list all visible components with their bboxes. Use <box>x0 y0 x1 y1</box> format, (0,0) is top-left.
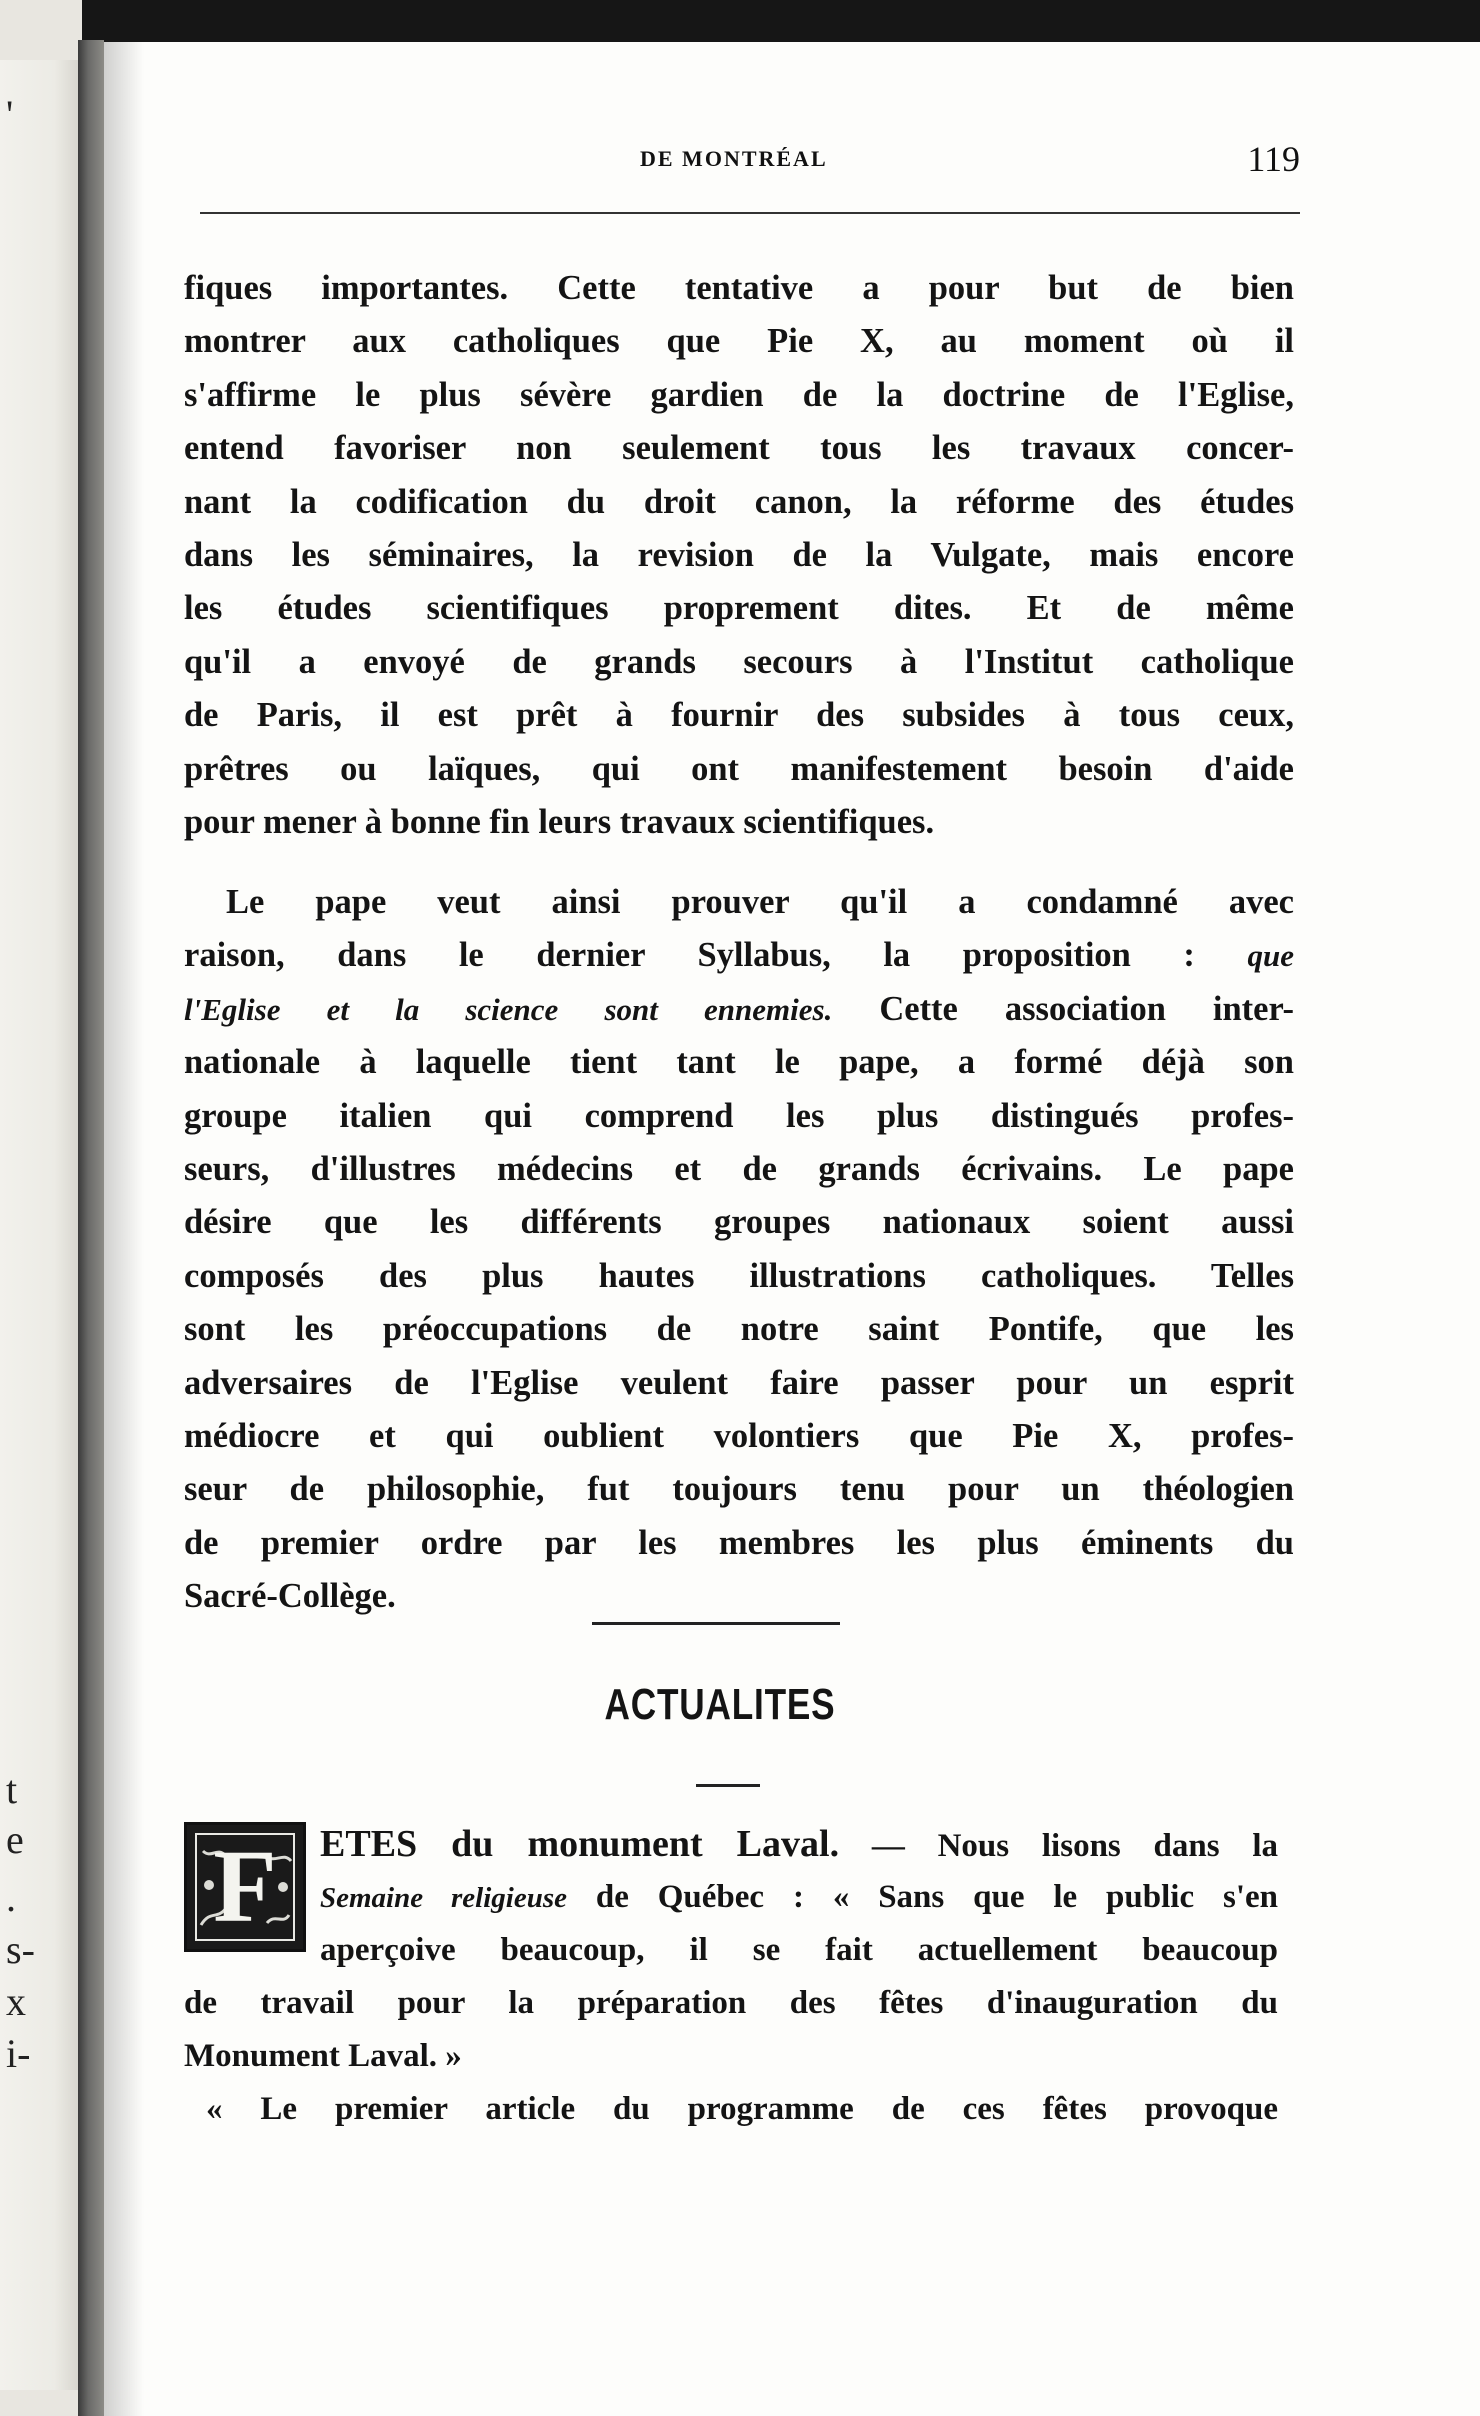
page-number: 119 <box>1247 139 1300 179</box>
section-divider-rule <box>592 1622 840 1625</box>
text-line: seurs, d'illustres médecins et de grands écrivains. Le pape <box>184 1149 1294 1188</box>
text-line: désire que les différents groupes nationaux soient aussi <box>184 1203 1294 1242</box>
margin-char: ' <box>6 92 14 137</box>
header-rule <box>200 212 1300 214</box>
margin-char: e <box>6 1817 24 1862</box>
drop-cap-letter: F <box>213 1829 277 1944</box>
text-line: s'affirme le plus sévère gardien de la doctrine de l'Eglise, <box>184 375 1294 414</box>
text-line: adversaires de l'Eglise veulent faire passer pour un esprit <box>184 1363 1294 1402</box>
italic-segment: que <box>1247 938 1294 974</box>
drop-cap-ornament <box>184 1822 306 1952</box>
text-line: aperçoive beaucoup, il se fait actuellement beaucoup <box>320 1932 1278 1968</box>
margin-char: . <box>6 1875 16 1920</box>
text-line: seur de philosophie, fut toujours tenu pour un théologien <box>184 1470 1294 1509</box>
text-line: groupe italien qui comprend les plus distingués profes- <box>184 1096 1294 1135</box>
text-line: dans les séminaires, la revision de la Vulgate, mais encore <box>184 535 1294 574</box>
text-segment: raison, dans le dernier Syllabus, la proposition : <box>184 936 1248 975</box>
running-header <box>200 138 1300 188</box>
heading-underline-rule <box>696 1784 760 1787</box>
article-title: ETES du monument Laval. <box>320 1823 840 1865</box>
margin-char: t <box>6 1767 18 1812</box>
text-line: de premier ordre par les membres les plus éminents du <box>184 1523 1294 1562</box>
italic-segment: l'Eglise et la science sont ennemies. <box>184 991 833 1027</box>
text-line: de Paris, il est prêt à fournir des subsides à tous ceux, <box>184 696 1294 735</box>
text-line: de travail pour la préparation des fêtes d'inauguration du <box>184 1985 1278 2021</box>
text-line <box>184 929 1294 982</box>
text-line: prêtres ou laïques, qui ont manifestement besoin d'aide <box>184 749 1294 788</box>
text-line: médiocre et qui oublient volontiers que Pie X, profes- <box>184 1416 1294 1455</box>
page-gutter-shadow <box>104 42 144 2416</box>
text-line: pour mener à bonne fin leurs travaux scientifiques. <box>184 802 935 841</box>
article-lead <box>320 1818 1278 1977</box>
text-line <box>320 1818 1278 1871</box>
text-line: nationale à laquelle tient tant le pape, a formé déjà son <box>184 1043 1294 1082</box>
paragraph-1 <box>184 262 1294 849</box>
running-title: DE MONTRÉAL <box>640 146 828 171</box>
text-line: les études scientifiques proprement dites. Et de même <box>184 589 1294 628</box>
text-line: Monument Laval. » <box>184 2038 462 2074</box>
text-line: montrer aux catholiques que Pie X, au moment où il <box>184 322 1294 361</box>
margin-char: s- <box>6 1927 35 1972</box>
text-line: qu'il a envoyé de grands secours à l'Institut catholique <box>184 642 1294 681</box>
text-line: sont les préoccupations de notre saint Pontife, que les <box>184 1310 1294 1349</box>
article-body <box>184 1977 1278 2136</box>
text-segment: Cette association inter- <box>832 989 1295 1028</box>
text-segment: — Nous lisons dans la <box>839 1828 1278 1864</box>
text-line: fiques importantes. Cette tentative a pour but de bien <box>184 269 1294 307</box>
margin-char: i- <box>6 2031 31 2076</box>
text-line: Le pape veut ainsi prouver qu'il a condamné avec <box>226 883 1294 921</box>
italic-segment: Semaine religieuse <box>320 1882 567 1914</box>
paragraph-2 <box>184 876 1294 1623</box>
facing-page-margin-text <box>0 0 40 2416</box>
text-line <box>184 983 1294 1036</box>
text-line: composés des plus hautes illustrations catholiques. Telles <box>184 1256 1294 1295</box>
section-heading: ACTUALITES <box>604 1680 836 1729</box>
book-spine <box>78 40 104 2416</box>
margin-char: x <box>6 1979 26 2024</box>
text-line: entend favoriser non seulement tous les travaux concer- <box>184 429 1294 468</box>
text-line: « Le premier article du programme de ces fêtes provoque <box>206 2091 1278 2127</box>
text-line <box>320 1871 1278 1924</box>
text-segment: de Québec : « Sans que le public s'en <box>566 1879 1278 1915</box>
text-line: Sacré-Collège. <box>184 1577 396 1616</box>
text-line: nant la codification du droit canon, la réforme des études <box>184 482 1294 521</box>
